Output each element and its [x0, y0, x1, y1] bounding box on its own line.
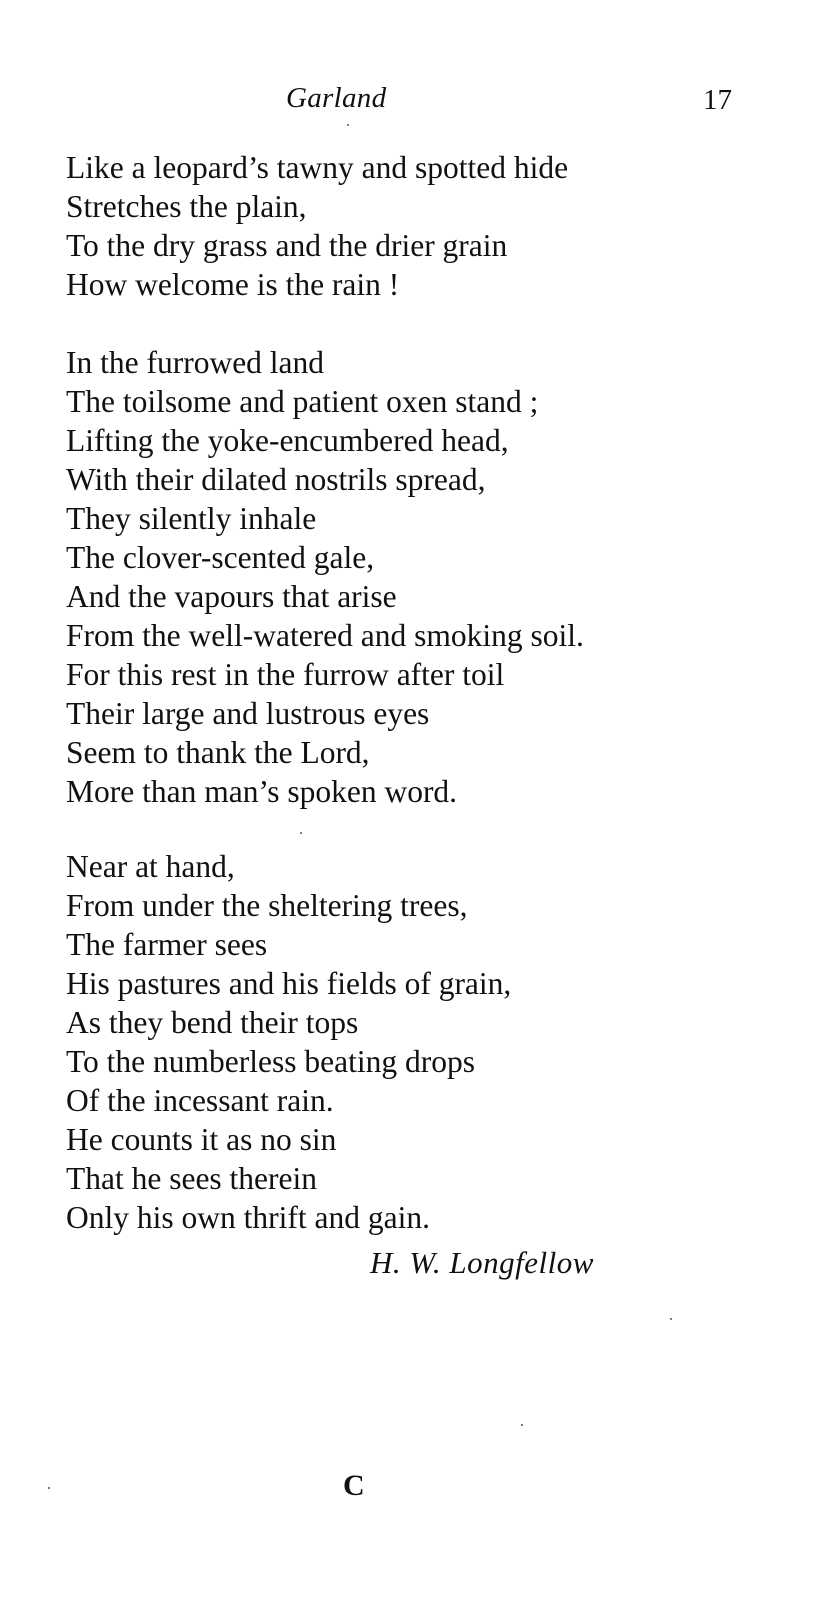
- poem-body: [66, 148, 766, 1237]
- poem-line: Their large and lustrous eyes: [66, 696, 430, 731]
- poem-line: The clover-scented gale,: [66, 540, 375, 575]
- stanza-3: [66, 847, 766, 1237]
- poem-line: In the furrowed land: [66, 345, 325, 380]
- poem-line: The toilsome and patient oxen stand ;: [66, 384, 539, 419]
- poem-line: Seem to thank the Lord,: [66, 735, 370, 770]
- poem-line: How welcome is the rain !: [66, 267, 400, 302]
- poem-line: He counts it as no sin: [66, 1122, 337, 1157]
- running-title: Garland: [286, 82, 387, 114]
- scan-speck: [521, 1424, 523, 1426]
- poem-line: The farmer sees: [66, 927, 268, 962]
- poem-line: Of the incessant rain.: [66, 1083, 334, 1118]
- stanza-break: [66, 304, 766, 343]
- stanza-2: [66, 343, 766, 811]
- scan-speck: [300, 832, 302, 834]
- stanza-1: [66, 148, 766, 304]
- poem-line: That he sees therein: [66, 1161, 318, 1196]
- poem-line: Only his own thrift and gain.: [66, 1200, 430, 1235]
- poem-line: And the vapours that arise: [66, 579, 397, 614]
- poem-line: With their dilated nostrils spread,: [66, 462, 486, 497]
- poem-line: From the well-watered and smoking soil.: [66, 618, 584, 653]
- scan-speck: [347, 124, 349, 126]
- poem-line: Like a leopard’s tawny and spotted hide: [66, 150, 569, 185]
- poem-line: As they bend their tops: [66, 1005, 359, 1040]
- author-attribution: H. W. Longfellow: [370, 1245, 594, 1280]
- poem-line: Near at hand,: [66, 849, 235, 884]
- page-number: 17: [703, 84, 732, 116]
- poem-line: To the dry grass and the drier grain: [66, 228, 508, 263]
- stanza-break: [66, 811, 766, 847]
- poem-line: To the numberless beating drops: [66, 1044, 475, 1079]
- signature-mark: C: [343, 1469, 365, 1502]
- poem-line: They silently inhale: [66, 501, 317, 536]
- poem-line: His pastures and his fields of grain,: [66, 966, 512, 1001]
- poem-line: Lifting the yoke-encumbered head,: [66, 423, 509, 458]
- poem-line: Stretches the plain,: [66, 189, 307, 224]
- scan-speck: [48, 1487, 50, 1489]
- scan-speck: [670, 1318, 672, 1320]
- poem-line: From under the sheltering trees,: [66, 888, 468, 923]
- poem-line: For this rest in the furrow after toil: [66, 657, 505, 692]
- poem-line: More than man’s spoken word.: [66, 774, 458, 809]
